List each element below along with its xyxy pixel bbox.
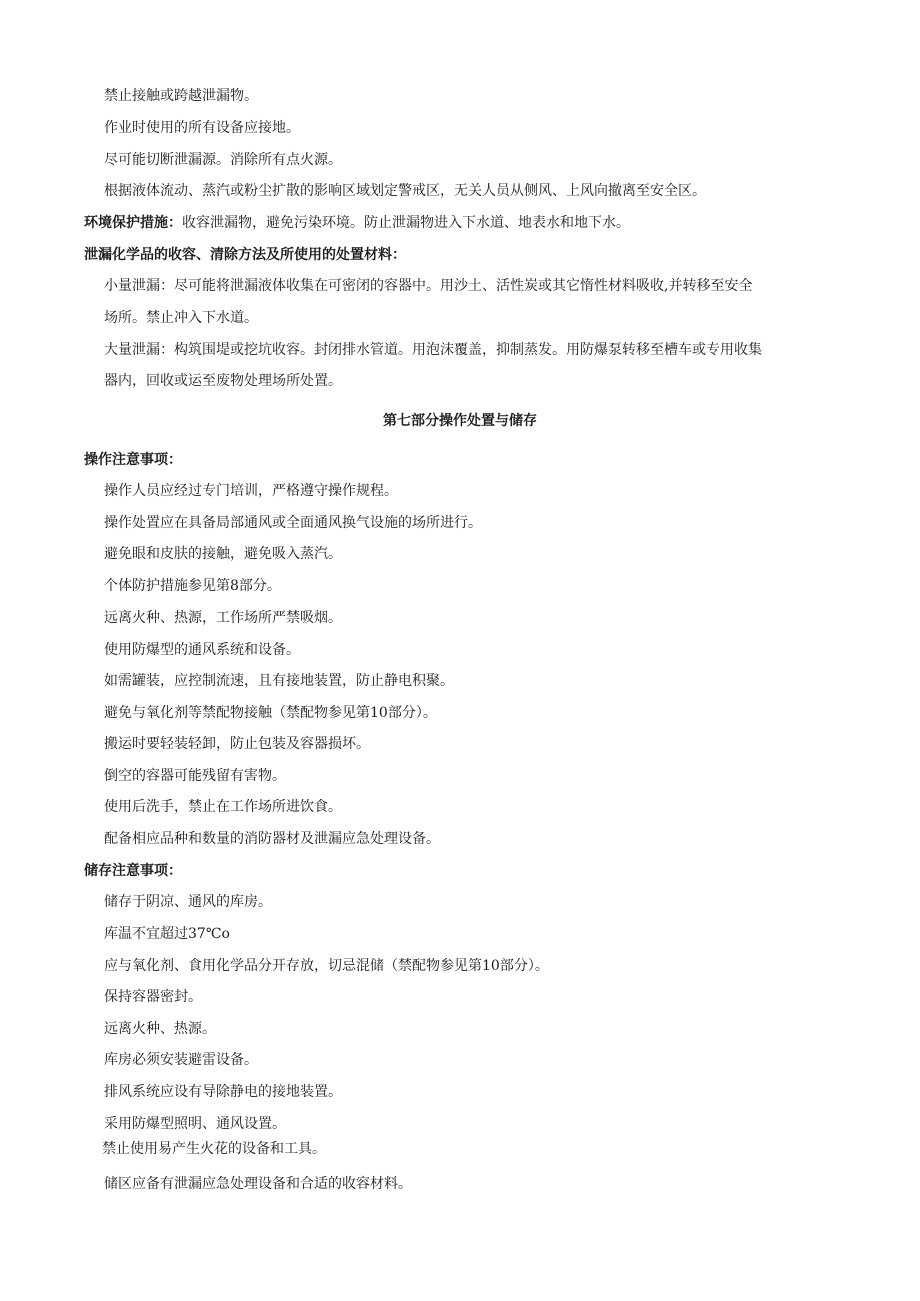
storage-item: 排风系统应设有导除静电的接地装置。 (104, 1084, 342, 1100)
storage-item: 保持容器密封。 (104, 989, 202, 1005)
storage-item: 禁止使用易产生火花的设备和工具。 (102, 1141, 326, 1157)
storage-heading: 储存注意事项： (84, 863, 182, 879)
small-spill-line: 小量泄漏：尽可能将泄漏液体收集在可密闭的容器中。用沙土、活性炭或其它惰性材料吸收,并转移至安全 (104, 278, 753, 294)
handling-item: 避免与氧化剂等禁配物接触（禁配物参见第10部分）。 (104, 705, 437, 721)
env-protection-text: 收容泄漏物，避免污染环境。防止泄漏物进入下水道、地表水和地下水。 (182, 215, 630, 231)
env-protection-label: 环境保护措施： (84, 215, 182, 231)
cleanup-heading: 泄漏化学品的收容、清除方法及所使用的处置材料： (84, 247, 406, 263)
handling-item: 搬运时要轻装轻卸，防止包装及容器损坏。 (104, 736, 370, 752)
handling-item: 操作人员应经过专门培训，严格遵守操作规程。 (104, 483, 398, 499)
spill-item: 禁止接触或跨越泄漏物。 (104, 88, 258, 104)
handling-item: 个体防护措施参见第8部分。 (104, 578, 281, 594)
handling-item: 操作处置应在具备局部通风或全面通风换气设施的场所进行。 (104, 515, 482, 531)
handling-item: 配备相应品种和数量的消防器材及泄漏应急处理设备。 (104, 831, 440, 847)
storage-item: 采用防爆型照明、通风设置。 (104, 1116, 286, 1132)
section-title: 第七部分操作处置与储存 (383, 413, 537, 429)
handling-item: 倒空的容器可能残留有害物。 (104, 768, 286, 784)
handling-item: 避免眼和皮肤的接触，避免吸入蒸汽。 (104, 546, 342, 562)
storage-item: 远离火种、热源。 (104, 1021, 216, 1037)
handling-item: 如需罐装，应控制流速，且有接地装置，防止静电积聚。 (104, 673, 454, 689)
storage-item: 储存于阴凉、通风的库房。 (104, 894, 272, 910)
storage-item: 库房必须安装避雷设备。 (104, 1052, 258, 1068)
handling-heading: 操作注意事项： (84, 452, 182, 468)
large-spill-line: 大量泄漏：构筑围堤或挖坑收容。封闭排水管道。用泡沫覆盖，抑制蒸发。用防爆泵转移至槽车或专用收集 (104, 342, 762, 358)
small-spill-line: 场所。禁止冲入下水道。 (104, 310, 258, 326)
spill-item: 根据液体流动、蒸汽或粉尘扩散的影响区域划定警戒区，无关人员从侧风、上风向撤离至安全区。 (104, 183, 706, 199)
handling-item: 使用后洗手，禁止在工作场所进饮食。 (104, 799, 342, 815)
handling-item: 使用防爆型的通风系统和设备。 (104, 642, 300, 658)
storage-item: 库温不宜超过37℃o (104, 926, 230, 942)
handling-item: 远离火种、热源，工作场所严禁吸烟。 (104, 610, 342, 626)
storage-item: 应与氧化剂、食用化学品分开存放，切忌混储（禁配物参见第10部分）。 (104, 958, 549, 974)
large-spill-line: 器内，回收或运至废物处理场所处置。 (104, 373, 342, 389)
spill-item: 作业时使用的所有设备应接地。 (104, 120, 300, 136)
spill-item: 尽可能切断泄漏源。消除所有点火源。 (104, 152, 342, 168)
storage-item: 储区应备有泄漏应急处理设备和合适的收容材料。 (104, 1176, 412, 1192)
env-protection (84, 213, 630, 233)
